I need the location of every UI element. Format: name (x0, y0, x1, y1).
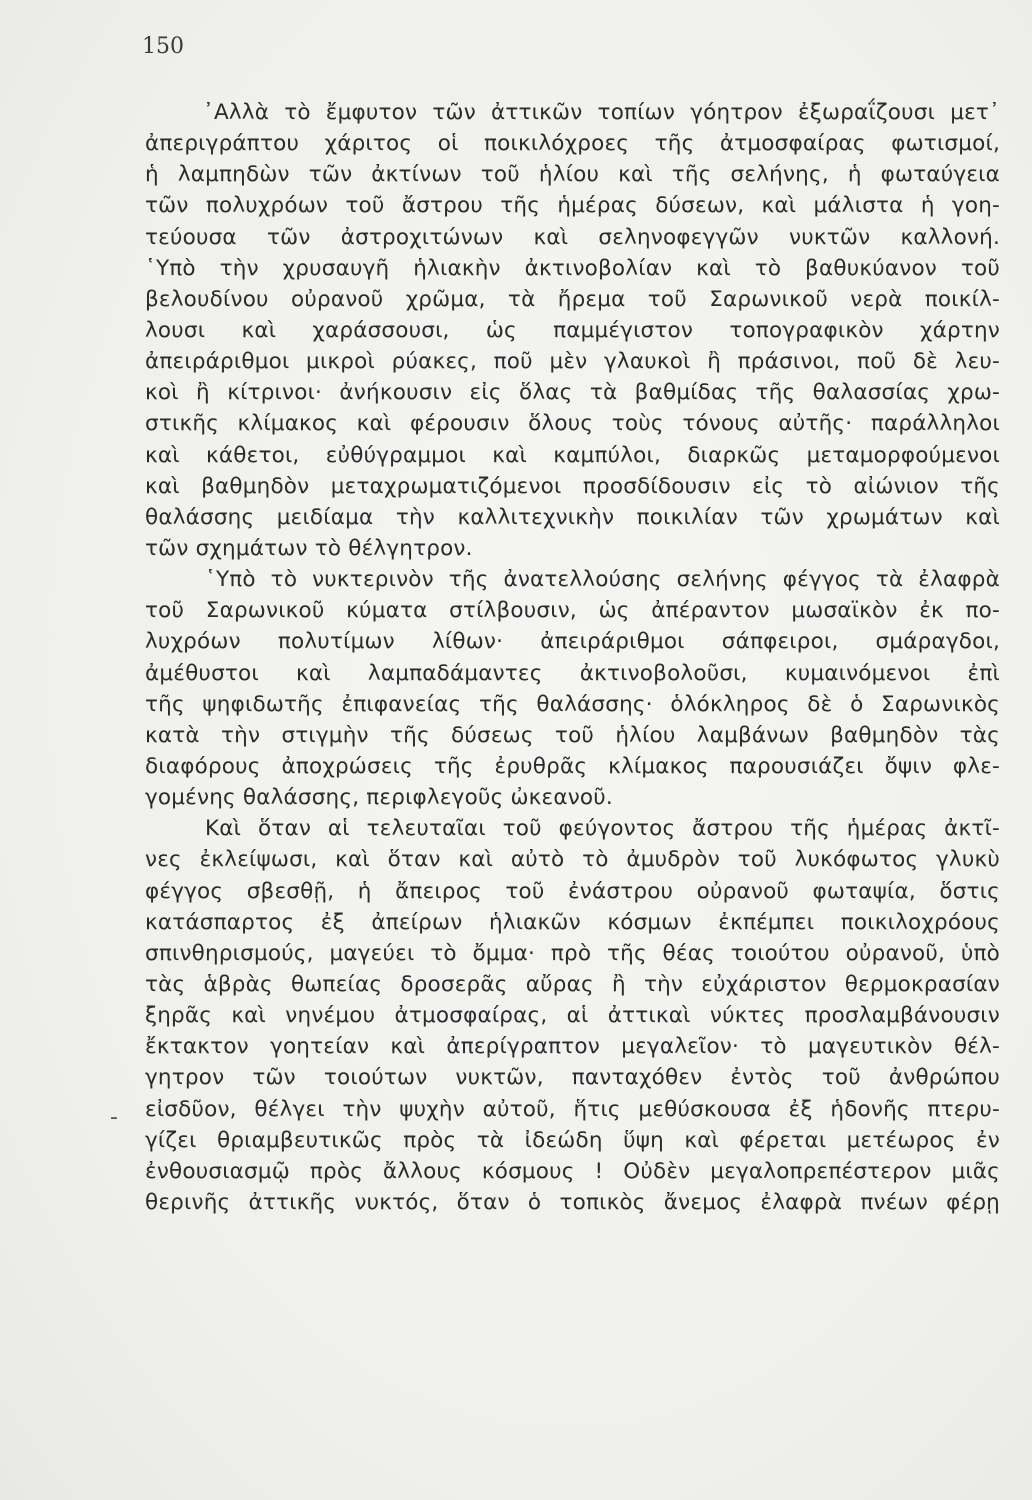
text-line: τῶν πολυχρόων τοῦ ἄστρου τῆς ἡμέρας δύσεων, καὶ μάλιστα ἡ γοη- (145, 193, 1000, 219)
text-line: ἡ λαμπηδὼν τῶν ἀκτίνων τοῦ ἡλίου καὶ τῆς σελήνης, ἡ φωταύγεια (145, 162, 1000, 188)
text-line: ῾Υπὸ τὴν χρυσαυγῆ ἡλιακὴν ἀκτινοβολίαν καὶ τὸ βαθυκύανον τοῦ (145, 255, 1000, 281)
text-line: ξηρᾶς καὶ νηνέμου ἀτμοσφαίρας, αἱ ἀττικαὶ νύκτες προσλαμβάνουσιν (145, 1003, 1000, 1029)
text-line: καὶ βαθμηδὸν μεταχρωματιζόμενοι προσδίδουσιν εἰς τὸ αἰώνιον τῆς (145, 473, 1000, 499)
text-line: τῆς ψηφιδωτῆς ἐπιφανείας τῆς θαλάσσης· ὁλόκληρος δὲ ὁ Σαρωνικὸς (145, 691, 1000, 717)
text-line: κατάσπαρτος ἐξ ἀπείρων ἡλιακῶν κόσμων ἐκπέμπει ποικιλοχρόους (145, 909, 1000, 935)
page-number: 150 (142, 34, 184, 59)
text-line: τὰς ἁβρὰς θωπείας δροσερᾶς αὔρας ἢ τὴν εὐχάριστον θερμοκρασίαν (145, 971, 1000, 997)
text-line: ἀπεριγράπτου χάριτος οἱ ποικιλόχροες τῆς ἀτμοσφαίρας φωτισμοί, (145, 131, 1000, 157)
text-line: τεύουσα τῶν ἀστροχιτώνων καὶ σεληνοφεγγῶν νυκτῶν καλλονή. (145, 224, 1000, 250)
text-line: θερινῆς ἀττικῆς νυκτός, ὅταν ὁ τοπικὸς ἄνεμος ἐλαφρὰ πνέων φέρῃ (145, 1189, 1000, 1215)
text-line: καὶ κάθετοι, εὐθύγραμμοι καὶ καμπύλοι, διαρκῶς μεταμορφούμενοι (145, 442, 1000, 468)
text-line: ῾Υπὸ τὸ νυκτερινὸν τῆς ἀνατελλούσης σελήνης φέγγος τὰ ἐλαφρὰ (205, 567, 1000, 593)
text-line: νες ἐκλείψωσι, καὶ ὅταν καὶ αὐτὸ τὸ ἀμυδρὸν τοῦ λυκόφωτος γλυκὺ (145, 847, 1000, 873)
text-line: τῶν σχημάτων τὸ θέλγητρον. (145, 535, 473, 561)
text-line: λυχρόων πολυτίμων λίθων· ἀπειράριθμοι σάπφειροι, σμάραγδοι, (145, 629, 1000, 655)
text-line: ἀπειράριθμοι μικροὶ ρύακες, ποῦ μὲν γλαυκοὶ ἢ πράσινοι, ποῦ δὲ λευ- (145, 349, 1000, 375)
text-line: κατὰ τὴν στιγμὴν τῆς δύσεως τοῦ ἡλίου λαμβάνων βαθμηδὸν τὰς (145, 722, 1000, 748)
text-line: φέγγος σβεσθῇ, ἡ ἄπειρος τοῦ ἐνάστρου οὐρανοῦ φωταψία, ὅστις (145, 878, 1000, 904)
text-line: τοῦ Σαρωνικοῦ κύματα στίλβουσιν, ὡς ἀπέραντον μωσαϊκὸν ἐκ πο- (145, 598, 1000, 624)
text-line: γητρον τῶν τοιούτων νυκτῶν, πανταχόθεν ἐντὸς τοῦ ἀνθρώπου (145, 1065, 1000, 1091)
text-line: διαφόρους ἀποχρώσεις τῆς ἐρυθρᾶς κλίμακος παρουσιάζει ὄψιν φλε- (145, 753, 1000, 779)
text-line: λουσι καὶ χαράσσουσι, ὡς παμμέγιστον τοπογραφικὸν χάρτην (145, 317, 1000, 343)
text-line: θαλάσσης μειδίαμα τὴν καλλιτεχνικὴν ποικιλίαν τῶν χρωμάτων καὶ (145, 504, 1000, 530)
text-line: ἔκτακτον γοητείαν καὶ ἀπερίγραπτον μεγαλεῖον· τὸ μαγευτικὸν θέλ- (145, 1034, 1000, 1060)
text-line: στικῆς κλίμακος καὶ φέρουσιν ὅλους τοὺς τόνους αὐτῆς· παράλληλοι (145, 411, 1000, 437)
text-line: εἰσδῦον, θέλγει τὴν ψυχὴν αὐτοῦ, ἥτις μεθύσκουσα ἐξ ἡδονῆς πτερυ- (145, 1096, 1000, 1122)
text-line: κοὶ ἢ κίτρινοι· ἀνήκουσιν εἰς ὅλας τὰ βαθμίδας τῆς θαλασσίας χρω- (145, 380, 1000, 406)
text-line: γίζει θριαμβευτικῶς πρὸς τὰ ἰδεώδη ὕψη καὶ φέρεται μετέωρος ἐν (145, 1127, 1000, 1153)
text-line: ἐνθουσιασμῷ πρὸς ἄλλους κόσμους ! Οὐδὲν μεγαλοπρεπέστερον μιᾶς (145, 1158, 1000, 1184)
text-line: ᾿Αλλὰ τὸ ἔμφυτον τῶν ἀττικῶν τοπίων γόητρον ἐξωραΐζουσι μετ᾽ (203, 100, 1000, 125)
text-line: γομένης θαλάσσης, περιφλεγοῦς ὠκεανοῦ. (145, 785, 613, 811)
margin-mark: - (110, 1105, 118, 1130)
text-line: σπινθηρισμούς, μαγεύει τὸ ὄμμα· πρὸ τῆς θέας τοιούτου οὐρανοῦ, ὑπὸ (145, 940, 1000, 966)
text-line: βελουδίνου οὐρανοῦ χρῶμα, τὰ ἤρεμα τοῦ Σαρωνικοῦ νερὰ ποικίλ- (145, 286, 1000, 312)
text-line: Καὶ ὅταν αἱ τελευταῖαι τοῦ φεύγοντος ἄστρου τῆς ἡμέρας ἀκτῖ- (205, 816, 1000, 842)
text-line: ἀμέθυστοι καὶ λαμπαδάμαντες ἀκτινοβολοῦσι, κυμαινόμενοι ἐπὶ (145, 660, 1000, 686)
body-text (145, 97, 1000, 1218)
